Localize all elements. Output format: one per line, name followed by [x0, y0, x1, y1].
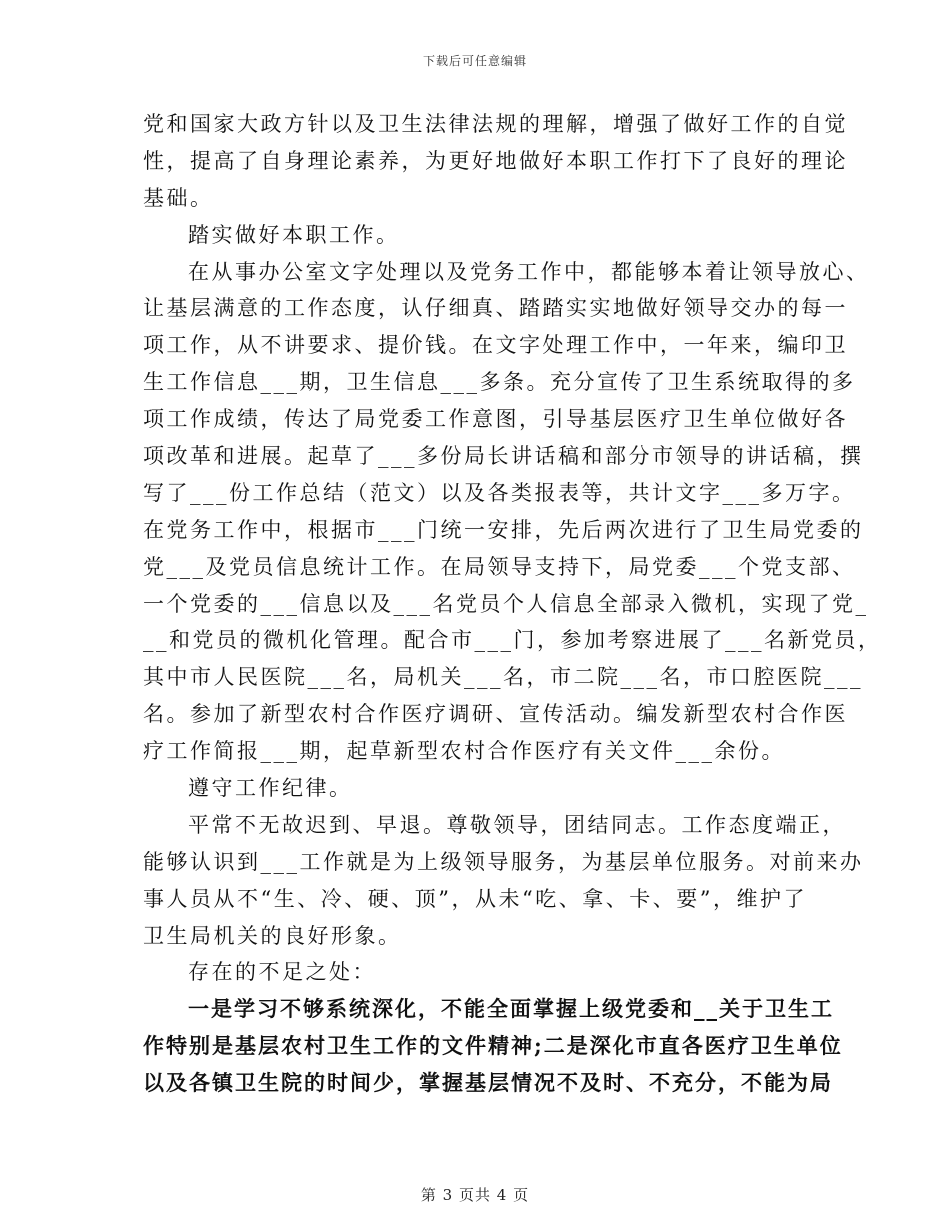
text-line: 让基层满意的工作态度，认仔细真、踏踏实实地做好领导交办的每一	[143, 296, 848, 321]
section-heading: 存在的不足之处：	[188, 960, 376, 985]
text-line: 写了___份工作总结（范文）以及各类报表等，共计文字___多万字。	[143, 480, 856, 505]
text-line: 一个党委的___信息以及___名党员个人信息全部录入微机，实现了党_	[143, 591, 869, 616]
text-line: 在从事办公室文字处理以及党务工作中，都能够本着让领导放心、	[188, 259, 870, 284]
bold-text-line: 一是学习不够系统深化，不能全面掌握上级党委和__关于卫生工	[188, 996, 834, 1022]
text-line: 党___及党员信息统计工作。在局领导支持下，局党委___个党支部、	[143, 554, 856, 579]
text-line: 生工作信息___期，卫生信息___多条。充分宣传了卫生系统取得的多	[143, 370, 856, 395]
text-line: 基础。	[143, 185, 214, 210]
page-header: 下载后可任意编辑	[422, 54, 527, 68]
text-line: 在党务工作中，根据市___门统一安排，先后两次进行了卫生局党委的	[143, 517, 864, 542]
text-line: 名。参加了新型农村合作医疗调研、宣传活动。编发新型农村合作医	[143, 702, 848, 727]
text-line: 疗工作简报___期，起草新型农村合作医疗有关文件___余份。	[143, 739, 785, 764]
text-line: 其中市人民医院___名，局机关___名，市二院___名，市口腔医院___	[143, 665, 863, 690]
bold-text-line: 以及各镇卫生院的时间少，掌握基层情况不及时、不充分，不能为局	[143, 1070, 833, 1096]
text-line: 性，提高了自身理论素养，为更好地做好本职工作打下了良好的理论	[143, 148, 848, 173]
text-line: 项工作成绩，传达了局党委工作意图，引导基层医疗卫生单位做好各	[143, 407, 848, 432]
text-line: 能够认识到___工作就是为上级领导服务，为基层单位服务。对前来办	[143, 849, 864, 874]
text-line: 项工作，从不讲要求、提价钱。在文字处理工作中，一年来，编印卫	[143, 333, 848, 358]
text-line: 党和国家大政方针以及卫生法律法规的理解，增强了做好工作的自觉	[143, 112, 848, 136]
document-body	[143, 106, 882, 1102]
text-line: 卫生局机关的良好形象。	[143, 923, 402, 948]
section-heading: 踏实做好本职工作。	[188, 222, 400, 247]
section-heading: 遵守工作纪律。	[188, 776, 353, 801]
text-line: 项改革和进展。起草了___多份局长讲话稿和部分市领导的讲话稿，撰	[143, 444, 864, 469]
text-line: __和党员的微机化管理。配合市___门，参加考察进展了___名新党员，	[143, 628, 882, 653]
text-line: 平常不无故迟到、早退。尊敬领导，团结同志。工作态度端正，	[188, 812, 846, 837]
bold-text-line: 作特别是基层农村卫生工作的文件精神;二是深化市直各医疗卫生单位	[143, 1033, 843, 1059]
page-footer: 第 3 页共 4 页	[420, 1186, 530, 1204]
text-line: 事人员从不“生、冷、硬、顶”，从未“吃、拿、卡、要”，维护了	[143, 886, 807, 911]
